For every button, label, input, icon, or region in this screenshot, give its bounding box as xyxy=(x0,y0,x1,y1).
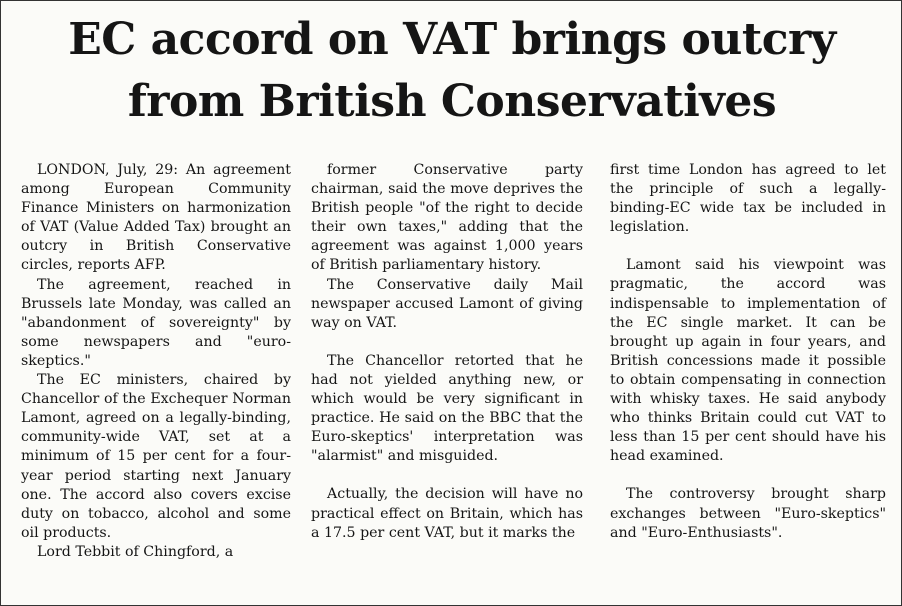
article-paragraph: The controversy brought sharp exchanges between "Euro-skeptics" and "Euro-Enthusiasts". xyxy=(610,486,886,541)
article-column-3 xyxy=(610,161,886,543)
headline-line-1: EC accord on VAT brings outcry xyxy=(68,14,836,65)
article-paragraph: The EC ministers, chaired by Chancellor of the Exchequer Norman Lamont, agreed on a legally-binding, community-wide VAT, set at a minimum of 15 per cent for a four-year period starting next January one. The accord also covers excise duty on tobacco, alcohol and some oil products. xyxy=(21,372,291,541)
article-paragraph: former Conservative party chairman, said the move deprives the British people "of the right to decide their own taxes," adding that the agreement was against 1,000 years of British parliamentary history. xyxy=(311,162,583,274)
article-paragraph: The Conservative daily Mail newspaper accused Lamont of giving way on VAT. xyxy=(311,276,583,331)
headline-line-2: from British Conservatives xyxy=(127,76,777,127)
article-column-1 xyxy=(21,161,291,562)
article-paragraph: LONDON, July, 29: An agreement among European Community Finance Ministers on harmonization of VAT (Value Added Tax) brought an outcry in British Conservative circles, reports AFP. xyxy=(21,162,291,274)
article-column-2 xyxy=(311,161,583,543)
article-paragraph: The agreement, reached in Brussels late Monday, was called an "abandonment of sovereignty" by some newspapers and "euro-skeptics." xyxy=(21,276,291,369)
headline xyxy=(1,9,902,133)
article-paragraph: Lamont said his viewpoint was pragmatic, the accord was indispensable to implementation of the EC single market. It can be brought up again in four years, and British concessions made it possible to obtain compensating in connection with whisky taxes. He said anybody who thinks Britain could cut VAT to less than 15 per cent should have his head examined. xyxy=(610,257,886,465)
article-paragraph: Lord Tebbit of Chingford, a xyxy=(37,543,234,560)
article-paragraph: first time London has agreed to let the principle of such a legally-binding-EC wide tax be included in legislation. xyxy=(610,162,886,236)
article-paragraph: The Chancellor retorted that he had not yielded anything new, or which would be very significant in practice. He said on the BBC that the Euro-skeptics' interpretation was "alarmist" and misguided. xyxy=(311,352,583,465)
article-paragraph: Actually, the decision will have no practical effect on Britain, which has a 17.5 per cent VAT, but it marks the xyxy=(311,486,583,541)
